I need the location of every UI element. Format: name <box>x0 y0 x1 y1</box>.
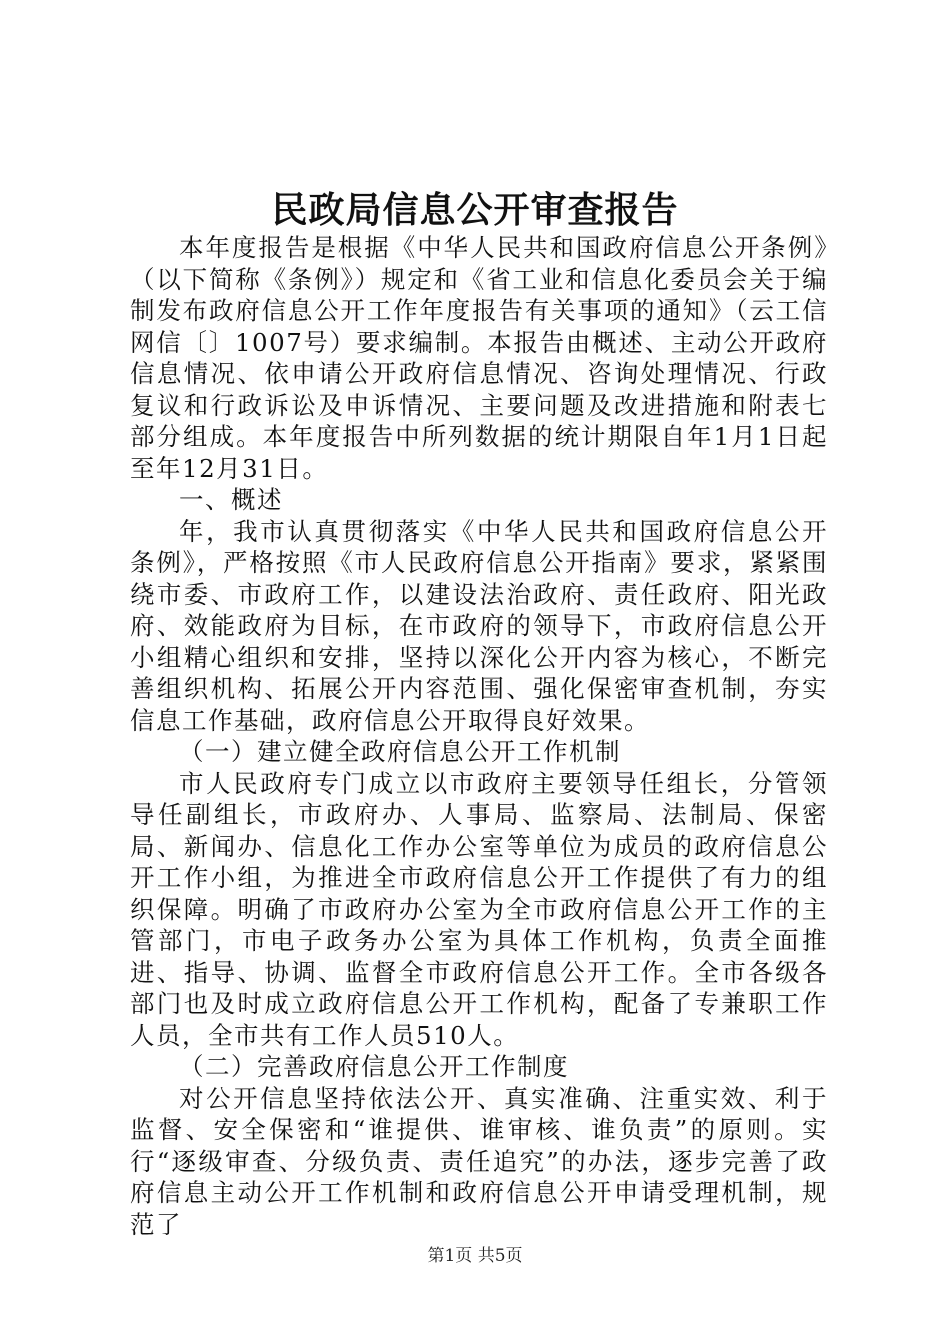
subsection-heading-system: （二）完善政府信息公开工作制度 <box>179 1052 569 1081</box>
subsection-heading-mechanism: （一）建立健全政府信息公开工作机制 <box>179 737 621 766</box>
mechanism-paragraph: 市人民政府专门成立以市政府主要领导任组长，分管领导任副组长，市政府办、人事局、监察局、法制局、保密局、新闻办、信息化工作办公室等单位为成员的政府信息公开工作小组，为推进全市政府信息公开工作提供了有力的组织保障。明确了市政府办公室为全市政府信息公开工作的主管部门，市电子政务办公室为具体工作机构，负责全面推进、指导、协调、监督全市政府信息公开工作。全市各级各部门也及时成立政府信息公开工作机构，配备了专兼职工作人员，全市共有工作人员510人。 <box>130 768 828 1050</box>
section-heading-overview: 一、概述 <box>179 485 283 514</box>
document-body <box>130 232 828 1240</box>
overview-paragraph: 年，我市认真贯彻落实《中华人民共和国政府信息公开条例》，严格按照《市人民政府信息公开指南》要求，紧紧围绕市委、市政府工作，以建设法治政府、责任政府、阳光政府、效能政府为目标，在市政府的领导下，市政府信息公开小组精心组织和安排，坚持以深化公开内容为核心，不断完善组织机构、拓展公开内容范围、强化保密审查机制，夯实信息工作基础，政府信息公开取得良好效果。 <box>130 516 828 735</box>
intro-paragraph: 本年度报告是根据《中华人民共和国政府信息公开条例》（以下简称《条例》）规定和《省工业和信息化委员会关于编制发布政府信息公开工作年度报告有关事项的通知》（云工信网信〔〕1007号）要求编制。本报告由概述、主动公开政府信息情况、依申请公开政府信息情况、咨询处理情况、行政复议和行政诉讼及申诉情况、主要问题及改进措施和附表七部分组成。本年度报告中所列数据的统计期限自年1月1日起至年12月31日。 <box>130 233 828 483</box>
system-paragraph: 对公开信息坚持依法公开、真实准确、注重实效、利于监督、安全保密和“谁提供、谁审核、谁负责”的原则。实行“逐级审查、分级负责、责任追究”的办法，逐步完善了政府信息主动公开工作机制和政府信息公开申请受理机制，规范了 <box>130 1083 828 1239</box>
page-number-footer: 第1页 共5页 <box>427 1246 523 1266</box>
document-title: 民政局信息公开审查报告 <box>271 189 679 231</box>
